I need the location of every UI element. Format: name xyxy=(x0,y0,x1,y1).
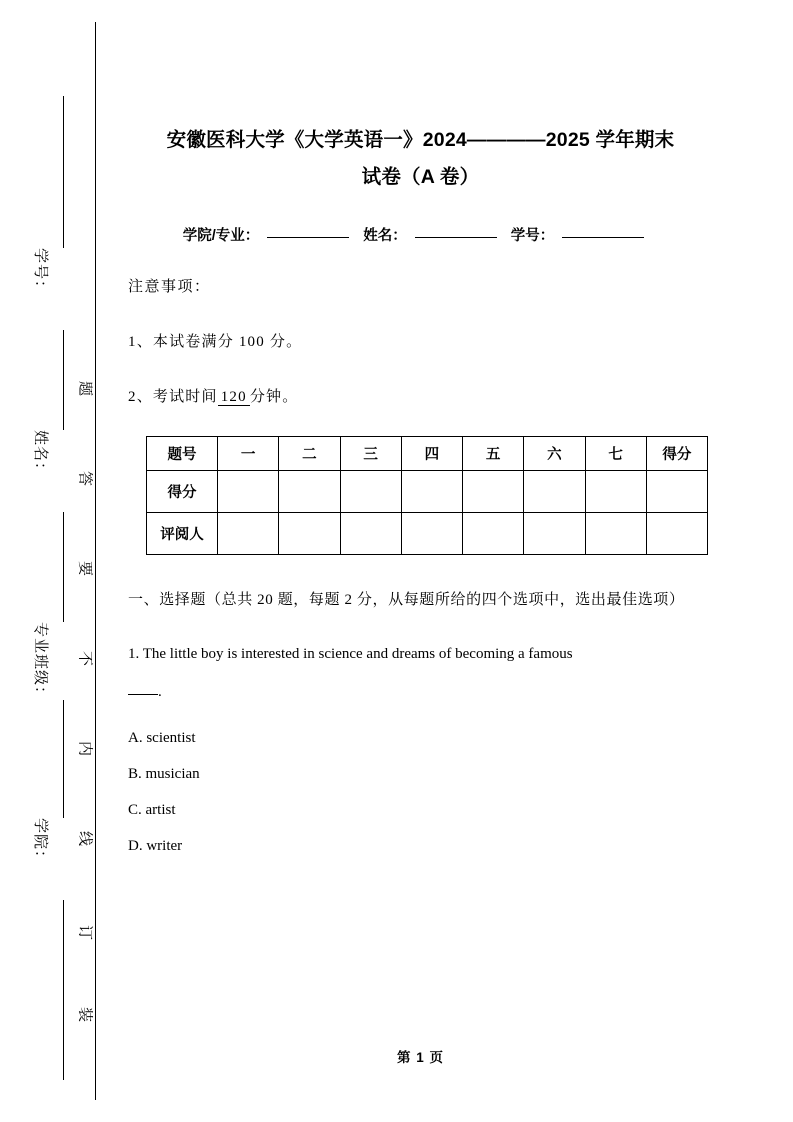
binding-rule-segment xyxy=(63,330,64,430)
field-label-student-id: 学号： xyxy=(510,228,555,244)
question-1-stem-end: . xyxy=(158,684,162,700)
score-table-cell[interactable] xyxy=(463,471,524,513)
score-table-row-label: 评阅人 xyxy=(147,513,218,555)
score-table-cell: 七 xyxy=(585,437,646,471)
margin-glyph-zhuang: 装 xyxy=(76,1006,93,1022)
question-1-option-c[interactable]: C. artist xyxy=(128,802,176,818)
margin-glyph-ding: 订 xyxy=(76,924,93,940)
score-table-cell: 四 xyxy=(401,437,462,471)
table-row xyxy=(147,471,708,513)
score-table xyxy=(146,436,708,555)
field-label-name: 姓名： xyxy=(363,228,407,244)
score-table-cell: 一 xyxy=(218,437,279,471)
note-item-2-suffix: 分钟。 xyxy=(249,389,299,405)
question-1-text: 1. The little boy is interested in science and dreams of becoming a famous xyxy=(128,646,573,662)
binding-margin xyxy=(0,0,110,1122)
binding-rule-segment xyxy=(63,96,64,248)
note-item-1: 1、本试卷满分 100 分。 xyxy=(128,334,303,350)
binding-rule-segment xyxy=(63,900,64,1080)
field-blank-name[interactable] xyxy=(415,237,497,238)
score-table-cell[interactable] xyxy=(585,471,646,513)
field-blank-student-id[interactable] xyxy=(562,237,644,238)
note-item-2-prefix: 2、考试时间 xyxy=(128,389,218,405)
binding-rule-segment xyxy=(63,512,64,622)
score-table-cell[interactable] xyxy=(279,471,340,513)
score-table-cell: 二 xyxy=(279,437,340,471)
question-1-stem xyxy=(128,635,713,711)
table-row xyxy=(147,513,708,555)
margin-glyph-bu: 不 xyxy=(76,650,93,666)
score-table-cell: 三 xyxy=(340,437,401,471)
score-table-cell[interactable] xyxy=(279,513,340,555)
score-table-cell: 六 xyxy=(524,437,585,471)
margin-glyph-yao: 要 xyxy=(76,560,93,576)
margin-glyph-ti: 题 xyxy=(76,380,93,396)
student-info-fields xyxy=(128,224,713,245)
page-title-line-2: 试卷（A 卷） xyxy=(361,166,480,188)
score-table-cell[interactable] xyxy=(524,471,585,513)
question-1-option-a[interactable]: A. scientist xyxy=(128,730,196,746)
margin-label-college: 学院： xyxy=(32,818,48,867)
note-item-2 xyxy=(128,385,713,406)
score-table-cell[interactable] xyxy=(340,471,401,513)
margin-glyph-xian: 线 xyxy=(76,830,93,846)
score-table-cell: 五 xyxy=(463,437,524,471)
margin-label-class: 专业班级： xyxy=(32,622,48,703)
margin-label-student-id: 学号： xyxy=(32,248,48,297)
margin-glyph-da: 答 xyxy=(76,470,93,486)
score-table-cell[interactable] xyxy=(401,471,462,513)
notes-heading: 注意事项： xyxy=(128,279,211,295)
page-footer: 第 1 页 xyxy=(396,1050,444,1065)
question-1-answer-blank[interactable] xyxy=(128,694,158,695)
question-1-option-b[interactable]: B. musician xyxy=(128,766,200,782)
score-table-cell[interactable] xyxy=(463,513,524,555)
score-table-row-label: 题号 xyxy=(147,437,218,471)
score-table-cell[interactable] xyxy=(646,471,707,513)
exam-page-body xyxy=(128,0,713,1122)
score-table-cell[interactable] xyxy=(340,513,401,555)
table-row xyxy=(147,437,708,471)
field-blank-college-major[interactable] xyxy=(267,237,349,238)
binding-rule-segment xyxy=(63,700,64,818)
score-table-cell[interactable] xyxy=(524,513,585,555)
page-title xyxy=(128,0,713,196)
field-label-college-major: 学院/专业： xyxy=(182,228,260,244)
score-table-row-label: 得分 xyxy=(147,471,218,513)
margin-glyph-nei: 内 xyxy=(76,740,93,756)
note-item-2-duration: 120 xyxy=(218,389,250,406)
score-table-cell: 得分 xyxy=(646,437,707,471)
score-table-cell[interactable] xyxy=(646,513,707,555)
score-table-cell[interactable] xyxy=(218,513,279,555)
margin-label-name: 姓名： xyxy=(32,430,48,479)
score-table-cell[interactable] xyxy=(218,471,279,513)
score-table-cell[interactable] xyxy=(585,513,646,555)
question-1-option-d[interactable]: D. writer xyxy=(128,838,183,854)
page-title-line-1: 安徽医科大学《大学英语一》2024————2025 学年期末 xyxy=(166,129,675,151)
score-table-cell[interactable] xyxy=(401,513,462,555)
section-heading-1: 一、选择题（总共 20 题，每题 2 分，从每题所给的四个选项中，选出最佳选项） xyxy=(128,592,685,608)
